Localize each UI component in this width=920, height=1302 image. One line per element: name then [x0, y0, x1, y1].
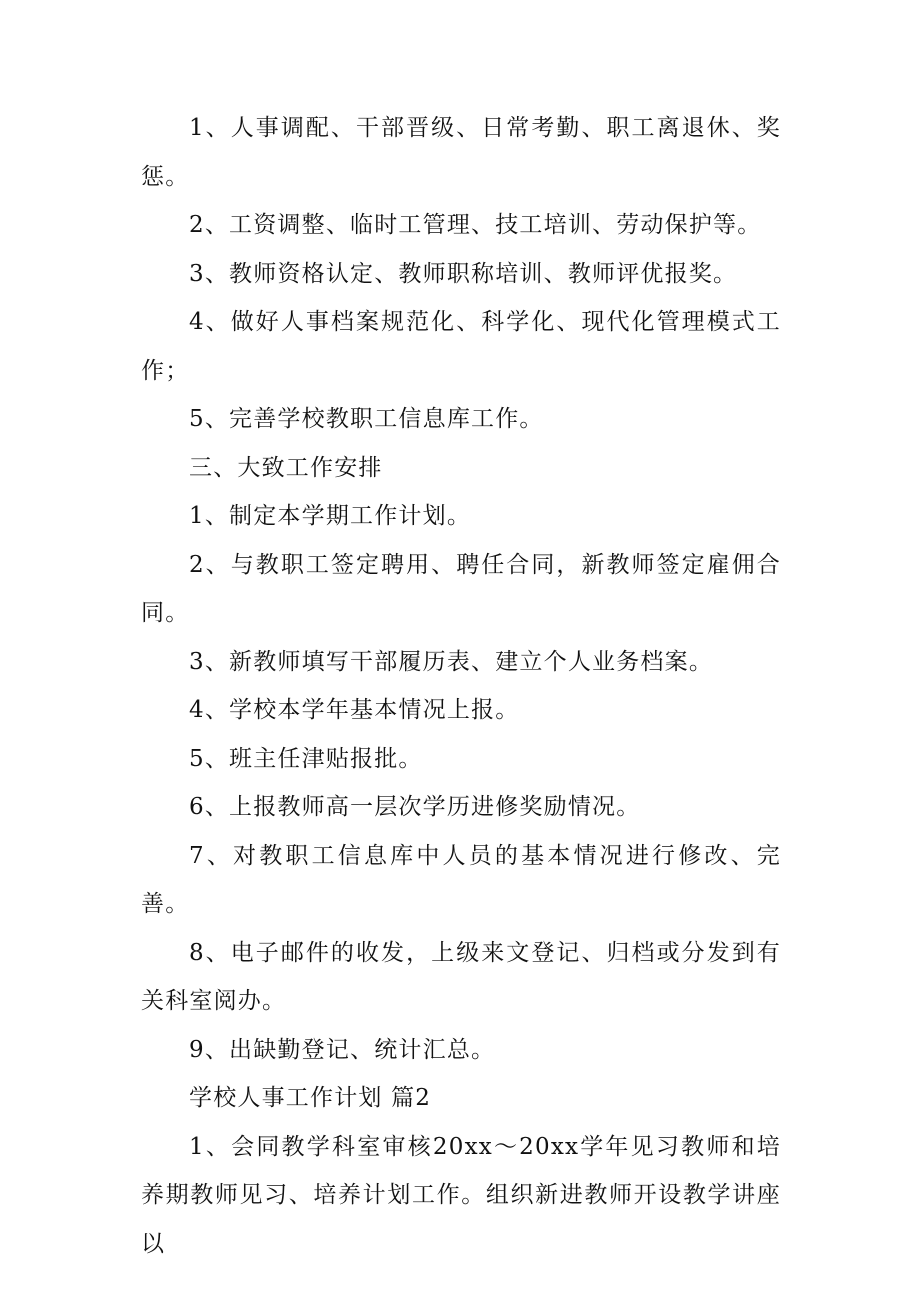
paragraph-1: 1、人事调配、干部晋级、日常考勤、职工离退休、奖惩。 — [141, 115, 781, 190]
paragraph-9: 4、学校本学年基本情况上报。 — [189, 697, 520, 723]
paragraph-3: 3、教师资格认定、教师职称培训、教师评优报奖。 — [189, 260, 738, 287]
paragraph-14: 9、出缺勤登记、统计汇总。 — [189, 1036, 496, 1063]
section-heading-3: 三、大致工作安排 — [189, 454, 383, 481]
paragraph-2: 2、工资调整、临时工管理、技工培训、劳动保护等。 — [189, 212, 762, 238]
paragraph-7: 2、与教职工签定聘用、聘任合同，新教师签定雇佣合同。 — [141, 551, 781, 626]
paragraph-15: 1、会同教学科室审核20xx～20xx学年见习教师和培养期教师见习、培养计划工作。组织新进教师开设教学讲座以 — [141, 1133, 781, 1257]
paragraph-5: 5、完善学校教职工信息库工作。 — [189, 406, 544, 432]
paragraph-13: 8、电子邮件的收发，上级来文登记、归档或分发到有关科室阅办。 — [141, 939, 781, 1014]
paragraph-11: 6、上报教师高一层次学历进修奖励情况。 — [189, 794, 641, 820]
paragraph-6: 1、制定本学期工作计划。 — [189, 503, 472, 529]
paragraph-4: 4、做好人事档案规范化、科学化、现代化管理模式工作； — [141, 309, 781, 384]
plan-title-part-2: 学校人事工作计划 篇2 — [189, 1085, 432, 1111]
paragraph-10: 5、班主任津贴报批。 — [189, 745, 423, 772]
document-body — [141, 104, 781, 1268]
paragraph-8: 3、新教师填写干部履历表、建立个人业务档案。 — [189, 648, 714, 675]
paragraph-12: 7、对教职工信息库中人员的基本情况进行修改、完善。 — [141, 842, 781, 917]
